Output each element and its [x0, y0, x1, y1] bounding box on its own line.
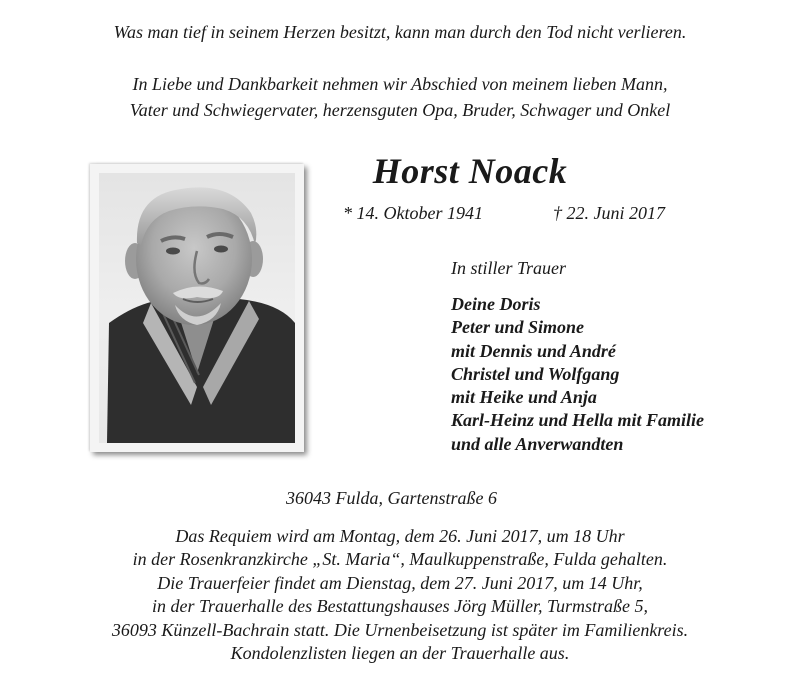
intro-line: Vater und Schwiegervater, herzensguten Opa, Bruder, Schwager und Onkel — [129, 100, 671, 120]
details-line: Kondolenzlisten liegen an der Trauerhalle aus. — [230, 643, 570, 664]
details-line: Die Trauerfeier findet am Dienstag, dem 27. Juni 2017, um 14 Uhr, — [157, 572, 643, 593]
details-line: in der Trauerhalle des Bestattungshauses Jörg Müller, Turmstraße 5, — [151, 596, 648, 617]
birth-date: * 14. Oktober 1941 — [343, 203, 483, 223]
family-list — [451, 293, 704, 456]
intro-text — [0, 71, 800, 123]
mourning-heading: In stiller Trauer — [451, 258, 567, 278]
death-date: † 22. Juni 2017 — [553, 203, 665, 223]
details-line: in der Rosenkranzkirche „St. Maria“, Maulkuppenstraße, Fulda gehalten. — [132, 549, 668, 570]
motto-quote: Was man tief in seinem Herzen besitzt, kann man durch den Tod nicht verlieren. — [113, 22, 687, 42]
portrait-photo — [99, 173, 295, 443]
service-details — [0, 525, 800, 665]
deceased-name: Horst Noack — [372, 151, 568, 191]
intro-line: In Liebe und Dankbarkeit nehmen wir Abschied von meinem lieben Mann, — [132, 74, 668, 94]
family-member: mit Heike und Anja — [451, 387, 597, 408]
family-member: Peter und Simone — [451, 317, 585, 338]
family-address: 36043 Fulda, Gartenstraße 6 — [286, 488, 497, 508]
family-member: Karl-Heinz und Hella mit Familie — [451, 410, 705, 431]
family-member: mit Dennis und André — [451, 340, 616, 361]
family-member: und alle Anverwandten — [451, 433, 624, 454]
family-member: Deine Doris — [451, 294, 541, 314]
portrait-illustration — [99, 173, 295, 443]
details-line: Das Requiem wird am Montag, dem 26. Juni 2017, um 18 Uhr — [175, 526, 625, 546]
portrait-frame — [90, 164, 304, 452]
details-line: 36093 Künzell-Bachrain statt. Die Urnenbeisetzung ist später im Familienkreis. — [111, 619, 689, 640]
family-member: Christel und Wolfgang — [451, 363, 620, 384]
